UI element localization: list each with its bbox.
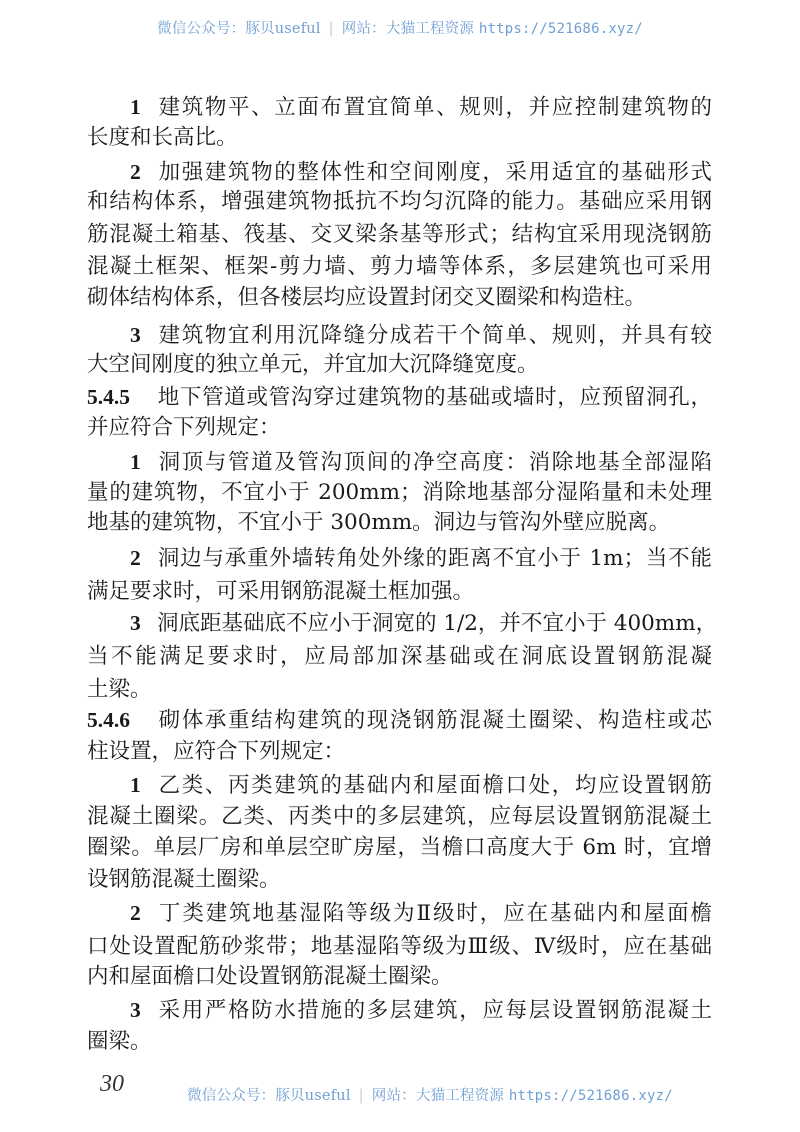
line-text: 洞顶与管道及管沟顶间的净空高度：消除地基全部湿陷 [157, 450, 712, 475]
line-text: 建筑物宜利用沉降缝分成若干个简单、规则，并具有较 [157, 323, 712, 348]
section-line [87, 737, 712, 767]
line-text: 混凝土框架、框架-剪力墙、剪力墙等体系，多层建筑也可采用 [87, 254, 712, 279]
paragraph-line [87, 865, 712, 895]
line-text: 采用严格防水措施的多层建筑，应每层设置钢筋混凝土 [157, 998, 712, 1023]
paragraph-line [87, 252, 712, 282]
line-text: 大空间刚度的独立单元，并宜加大沉降缝宽度。 [87, 352, 539, 377]
watermark-site: 网站：大猫工程资源 [341, 21, 475, 37]
paragraph-line [87, 187, 712, 217]
section-line [87, 705, 712, 735]
line-text: 砌体承重结构建筑的现浇钢筋混凝土圈梁、构造柱或芯 [157, 708, 712, 733]
paragraph-line [87, 995, 712, 1025]
paragraph-line [87, 577, 712, 607]
line-text: 洞底距基础底不应小于洞宽的 1/2，并不宜小于 400mm， [157, 611, 718, 636]
line-text: 和结构体系，增强建筑物抵抗不均匀沉降的能力。基础应采用钢 [87, 189, 712, 214]
item-number: 3 [130, 998, 141, 1022]
paragraph-line [87, 642, 712, 672]
paragraph-line [87, 675, 712, 705]
header-watermark [0, 17, 800, 38]
watermark-separator: | [358, 1088, 364, 1104]
item-number: 3 [130, 323, 141, 347]
item-number: 2 [130, 546, 141, 570]
line-text: 地基的建筑物，不宜小于 300mm。洞边与管沟外壁应脱离。 [87, 510, 671, 535]
section-number: 5.4.5 [87, 385, 130, 409]
line-text: 洞边与承重外墙转角处外缘的距离不宜小于 1m；当不能 [157, 546, 712, 571]
line-text: 并应符合下列规定： [87, 415, 281, 440]
line-text: 筋混凝土箱基、筏基、交叉梁条基等形式；结构宜采用现浇钢筋 [87, 222, 712, 247]
paragraph-line [87, 320, 712, 350]
line-text: 圈梁。 [87, 1029, 152, 1054]
paragraph-line [87, 833, 712, 863]
watermark-separator: | [328, 21, 334, 37]
watermark-url: https://521686.xyz/ [508, 1088, 673, 1104]
item-number: 1 [130, 773, 141, 797]
paragraph-line [87, 123, 712, 153]
line-text: 地下管道或管沟穿过建筑物的基础或墙时，应预留洞孔， [157, 385, 712, 410]
paragraph-line [87, 898, 712, 928]
line-text: 圈梁。单层厂房和单层空旷房屋，当檐口高度大于 6m 时，宜增 [87, 835, 712, 860]
section-number: 5.4.6 [87, 708, 130, 732]
line-text: 乙类、丙类建筑的基础内和屋面檐口处，均应设置钢筋 [157, 773, 712, 798]
line-text: 丁类建筑地基湿陷等级为Ⅱ级时，应在基础内和屋面檐 [157, 901, 712, 926]
item-number: 1 [130, 95, 141, 119]
paragraph-line [87, 220, 712, 250]
paragraph-line [87, 543, 712, 573]
paragraph-line [87, 962, 712, 992]
watermark-wechat: 微信公众号：豚贝useful [187, 1088, 351, 1104]
paragraph-line [87, 350, 712, 380]
section-line [87, 413, 712, 443]
line-text: 内和屋面檐口处设置钢筋混凝土圈梁。 [87, 964, 453, 989]
line-text: 长度和长高比。 [87, 125, 238, 150]
line-text: 混凝土圈梁。乙类、丙类中的多层建筑，应每层设置钢筋混凝土 [87, 804, 712, 829]
paragraph-line [87, 932, 712, 962]
paragraph-line [87, 508, 712, 538]
line-text: 柱设置，应符合下列规定： [87, 739, 346, 764]
line-text: 当不能满足要求时，应局部加深基础或在洞底设置钢筋混凝 [87, 644, 712, 669]
item-number: 1 [130, 450, 141, 474]
item-number: 2 [130, 901, 141, 925]
paragraph-line [87, 157, 712, 187]
paragraph-line [87, 770, 712, 800]
footer-watermark [30, 1084, 800, 1105]
paragraph-line [87, 447, 712, 477]
line-text: 量的建筑物，不宜小于 200mm；消除地基部分湿陷量和未处理 [87, 480, 712, 505]
paragraph-line [87, 608, 718, 638]
watermark-url: https://521686.xyz/ [478, 21, 643, 37]
paragraph-line [87, 1027, 712, 1057]
paragraph-line [87, 802, 712, 832]
item-number: 2 [130, 160, 141, 184]
watermark-wechat: 微信公众号：豚贝useful [157, 21, 321, 37]
paragraph-line [87, 92, 712, 122]
line-text: 设钢筋混凝土圈梁。 [87, 867, 281, 892]
line-text: 满足要求时，可采用钢筋混凝土框加强。 [87, 579, 475, 604]
page-number: 30 [100, 1071, 124, 1097]
item-number: 3 [130, 611, 141, 635]
line-text: 加强建筑物的整体性和空间刚度，采用适宜的基础形式 [157, 160, 712, 185]
line-text: 砌体结构体系，但各楼层均应设置封闭交叉圈梁和构造柱。 [87, 285, 647, 310]
watermark-site: 网站：大猫工程资源 [371, 1088, 505, 1104]
paragraph-line [87, 478, 712, 508]
line-text: 土梁。 [87, 677, 152, 702]
section-line [87, 382, 712, 412]
paragraph-line [87, 283, 712, 313]
line-text: 建筑物平、立面布置宜简单、规则，并应控制建筑物的 [157, 95, 712, 120]
line-text: 口处设置配筋砂浆带；地基湿陷等级为Ⅲ级、Ⅳ级时，应在基础 [87, 934, 712, 959]
